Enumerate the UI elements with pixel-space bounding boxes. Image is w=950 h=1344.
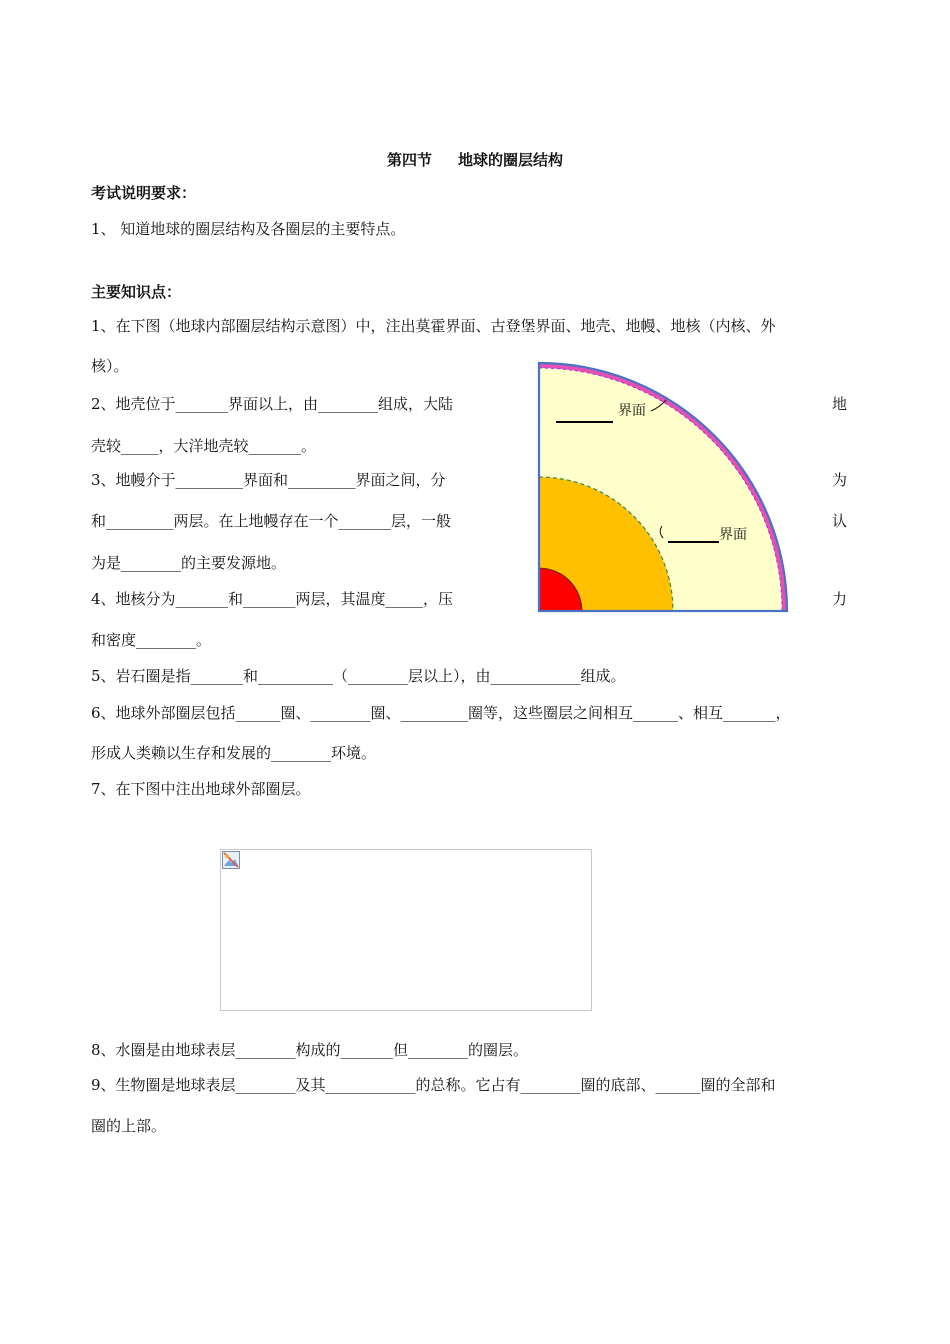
exam-requirement-item: 1、 知道地球的圈层结构及各圈层的主要特点。 xyxy=(91,220,406,238)
question-9-line-2: 圈的上部。 xyxy=(91,1117,167,1135)
page-title xyxy=(0,149,950,170)
question-8: 8、水圈是由地球表层________构成的_______但________的圈层。 xyxy=(91,1041,529,1059)
question-3-line-2: 和_________两层。在上地幔存在一个_______层，一般 xyxy=(91,512,452,530)
exam-requirements-heading: 考试说明要求： xyxy=(91,184,197,202)
earth-interior-diagram xyxy=(536,360,802,614)
question-6-line-1: 6、地球外部圈层包括______圈、________圈、_________圈等，这些圈层之间相互______、相互_______， xyxy=(91,704,791,722)
broken-image-icon xyxy=(222,851,240,869)
question-4-line-2: 和密度________。 xyxy=(91,631,212,649)
section-number: 第四节 xyxy=(386,151,432,169)
question-3-line-2-end: 认 xyxy=(832,512,848,530)
question-1-line-1: 1、在下图（地球内部圈层结构示意图）中，注出莫霍界面、古登堡界面、地壳、地幔、地核（内核、外 xyxy=(91,317,776,335)
question-5: 5、岩石圈是指_______和__________（________层以上），由____________组成。 xyxy=(91,667,626,685)
upper-boundary-label: 界面 xyxy=(618,403,646,419)
section-title: 地球的圈层结构 xyxy=(458,151,564,169)
question-6-line-2: 形成人类赖以生存和发展的________环境。 xyxy=(91,744,377,762)
key-points-heading: 主要知识点： xyxy=(91,283,182,301)
question-2-line-1-end: 地 xyxy=(832,395,848,413)
question-3-line-1: 3、地幔介于_________界面和_________界面之间，分 xyxy=(91,471,446,489)
question-3-line-3: 为是________的主要发源地。 xyxy=(91,554,287,572)
lower-boundary-label: 界面 xyxy=(719,527,747,543)
question-1-line-2: 核）。 xyxy=(91,357,129,375)
question-2-line-1: 2、地壳位于_______界面以上，由________组成，大陆 xyxy=(91,395,454,413)
question-7: 7、在下图中注出地球外部圈层。 xyxy=(91,780,311,798)
question-9-line-1: 9、生物圈是地球表层________及其____________的总称。它占有________圈的底部、______圈的全部和 xyxy=(91,1076,776,1094)
question-2-line-2: 壳较_____，大洋地壳较_______。 xyxy=(91,437,317,455)
question-4-line-1-end: 力 xyxy=(832,590,848,608)
question-4-line-1: 4、地核分为_______和_______两层，其温度_____，压 xyxy=(91,590,454,608)
external-layers-image-placeholder xyxy=(220,849,592,1011)
question-3-line-1-end: 为 xyxy=(832,471,848,489)
